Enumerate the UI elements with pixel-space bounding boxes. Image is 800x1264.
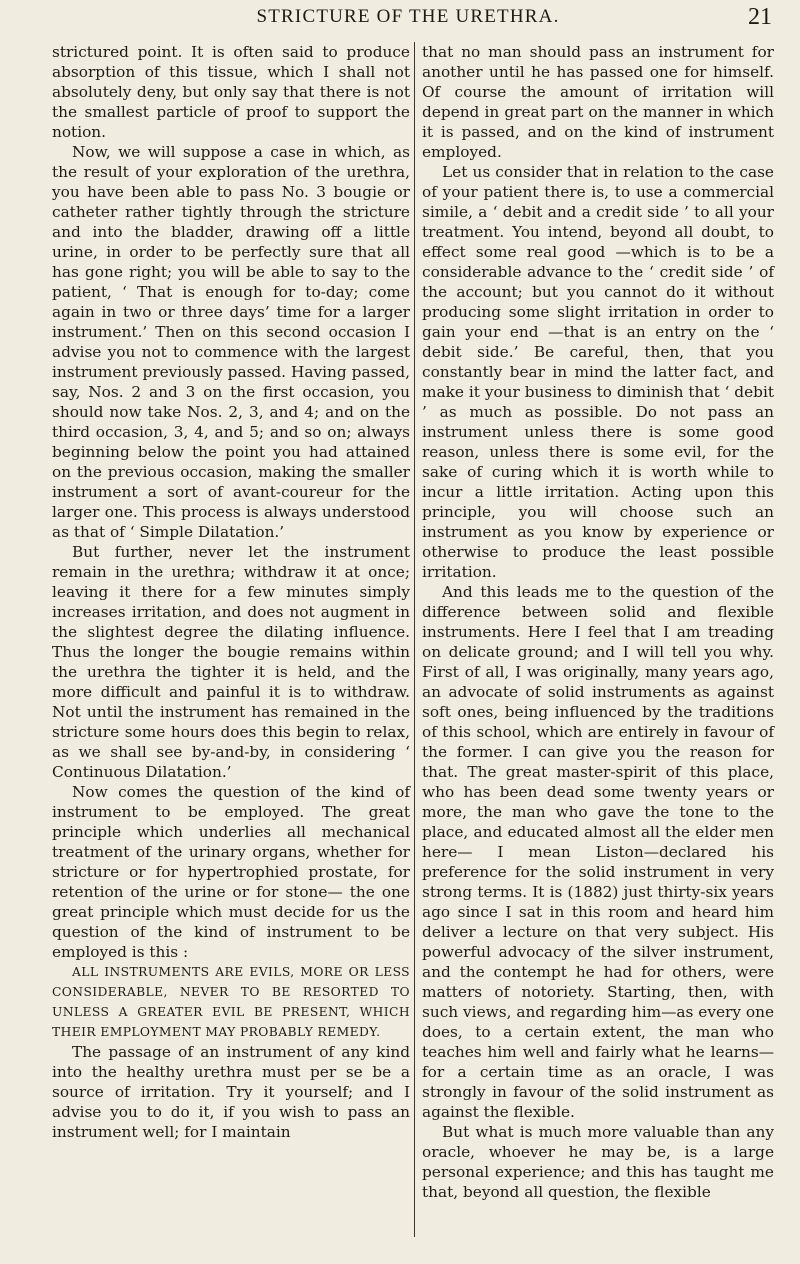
right-column	[422, 42, 774, 1202]
paragraph: Now comes the question of the kind of instrument to be employed. The great principle which underlies all mechanical treatment of the urinary organs, whether for stricture or for hypertrophied prostate, for retention of the urine or for stone— the one great principle which must decide for us the question of the kind of instrument to be employed is this :	[52, 783, 410, 961]
paragraph: strictured point. It is often said to produce absorption of this tissue, which I shall not absolutely deny, but only say that there is not the smallest particle of proof to support the notion.	[52, 43, 410, 141]
column-divider	[414, 42, 415, 1237]
paragraph: Let us consider that in relation to the case of your patient there is, to use a commercial simile, a ‘ debit and a credit side ’ to all your treatment. You intend, beyond all doubt, to effect some real good —which is to be a considerable advance to the ‘ credit side ’ of the account; but you cannot do it without producing some slight irritation in order to gain your end —that is an entry on the ‘ debit side.’ Be careful, then, that you constantly bear in mind the latter fact, and make it your business to diminish that ‘ debit ’ as much as possible. Do not pass an instrument unless there is some good reason, unless there is some evil, for the sake of curing which it is worth while to incur a little irritation. Acting upon this principle, you will choose such an instrument as you know by experience or otherwise to produce the least possible irritation.	[422, 163, 774, 581]
paragraph: And this leads me to the question of the difference between solid and flexible instruments. Here I feel that I am treading on delicate ground; and I will tell you why. First of all, I was originally, many years ago, an advocate of solid instruments as against soft ones, being influenced by the traditions of this school, which are entirely in favour of the former. I can give you the reason for that. The great master-spirit of this place, who has been dead some twenty years or more, the man who gave the tone to the place, and educated almost all the elder men here— I mean Liston—declared his preference for the solid instrument in very strong terms. It is (1882) just thirty-six years ago since I sat in this room and heard him deliver a lecture on that very subject. His powerful advocacy of the silver instrument, and the contempt he had for others, were matters of notoriety. Starting, then, with such views, and regarding him—as every one does, to a certain extent, the man who teaches him well and fairly what he learns—for a certain time as an oracle, I was strongly in favour of the solid instrument as against the flexible.	[422, 583, 774, 1121]
paragraph: But further, never let the instrument remain in the urethra; withdraw it at once; leaving it there for a few minutes simply increases irritation, and does not augment in the slightest degree the dilating influence. Thus the longer the bougie remains within the urethra the tighter it is held, and the more difficult and painful it is to withdraw. Not until the instrument has remained in the stricture some hours does this begin to relax, as we shall see by-and-by, in considering ‘ Continuous Dilatation.’	[52, 543, 410, 781]
paragraph: The passage of an instrument of any kind into the healthy urethra must per se be a source of irritation. Try it yourself; and I advise you to do it, if you wish to pass an instrument well; for I maintain	[52, 1043, 410, 1141]
paragraph: that no man should pass an instrument for another until he has passed one for himself. Of course the amount of irritation will depend in great part on the manner in which it is passed, and on the kind of instrument employed.	[422, 43, 774, 161]
page-number: 21	[748, 4, 772, 30]
running-header	[44, 4, 772, 34]
running-title: STRICTURE OF THE URETHRA.	[256, 6, 560, 27]
paragraph: Now, we will suppose a case in which, as the result of your exploration of the urethra, you have been able to pass No. 3 bougie or catheter rather tightly through the stricture and into the bladder, drawing off a little urine, in order to be perfectly sure that all has gone right; you will be able to say to the patient, ‘ That is enough for to-day; come again in two or three days’ time for a larger instrument.’ Then on this second occasion I advise you not to commence with the largest instrument previously passed. Having passed, say, Nos. 2 and 3 on the first occasion, you should now take Nos. 2, 3, and 4; and on the third occasion, 3, 4, and 5; and so on; always beginning below the point you had attained on the previous occasion, making the smaller instrument a sort of avant-coureur for the larger one. This process is always understood as that of ‘ Simple Dilatation.’	[52, 143, 410, 541]
paragraph: But what is much more valuable than any oracle, whoever he may be, is a large personal experience; and this has taught me that, beyond all question, the flexible	[422, 1123, 774, 1201]
left-column	[52, 42, 410, 1142]
principle-statement: ALL INSTRUMENTS ARE EVILS, MORE OR LESS CONSIDERABLE, NEVER TO BE RESORTED TO UNLESS A GREATER EVIL BE PRESENT, WHICH THEIR EMPLOYMENT MAY PROBABLY REMEDY.	[52, 965, 410, 1039]
